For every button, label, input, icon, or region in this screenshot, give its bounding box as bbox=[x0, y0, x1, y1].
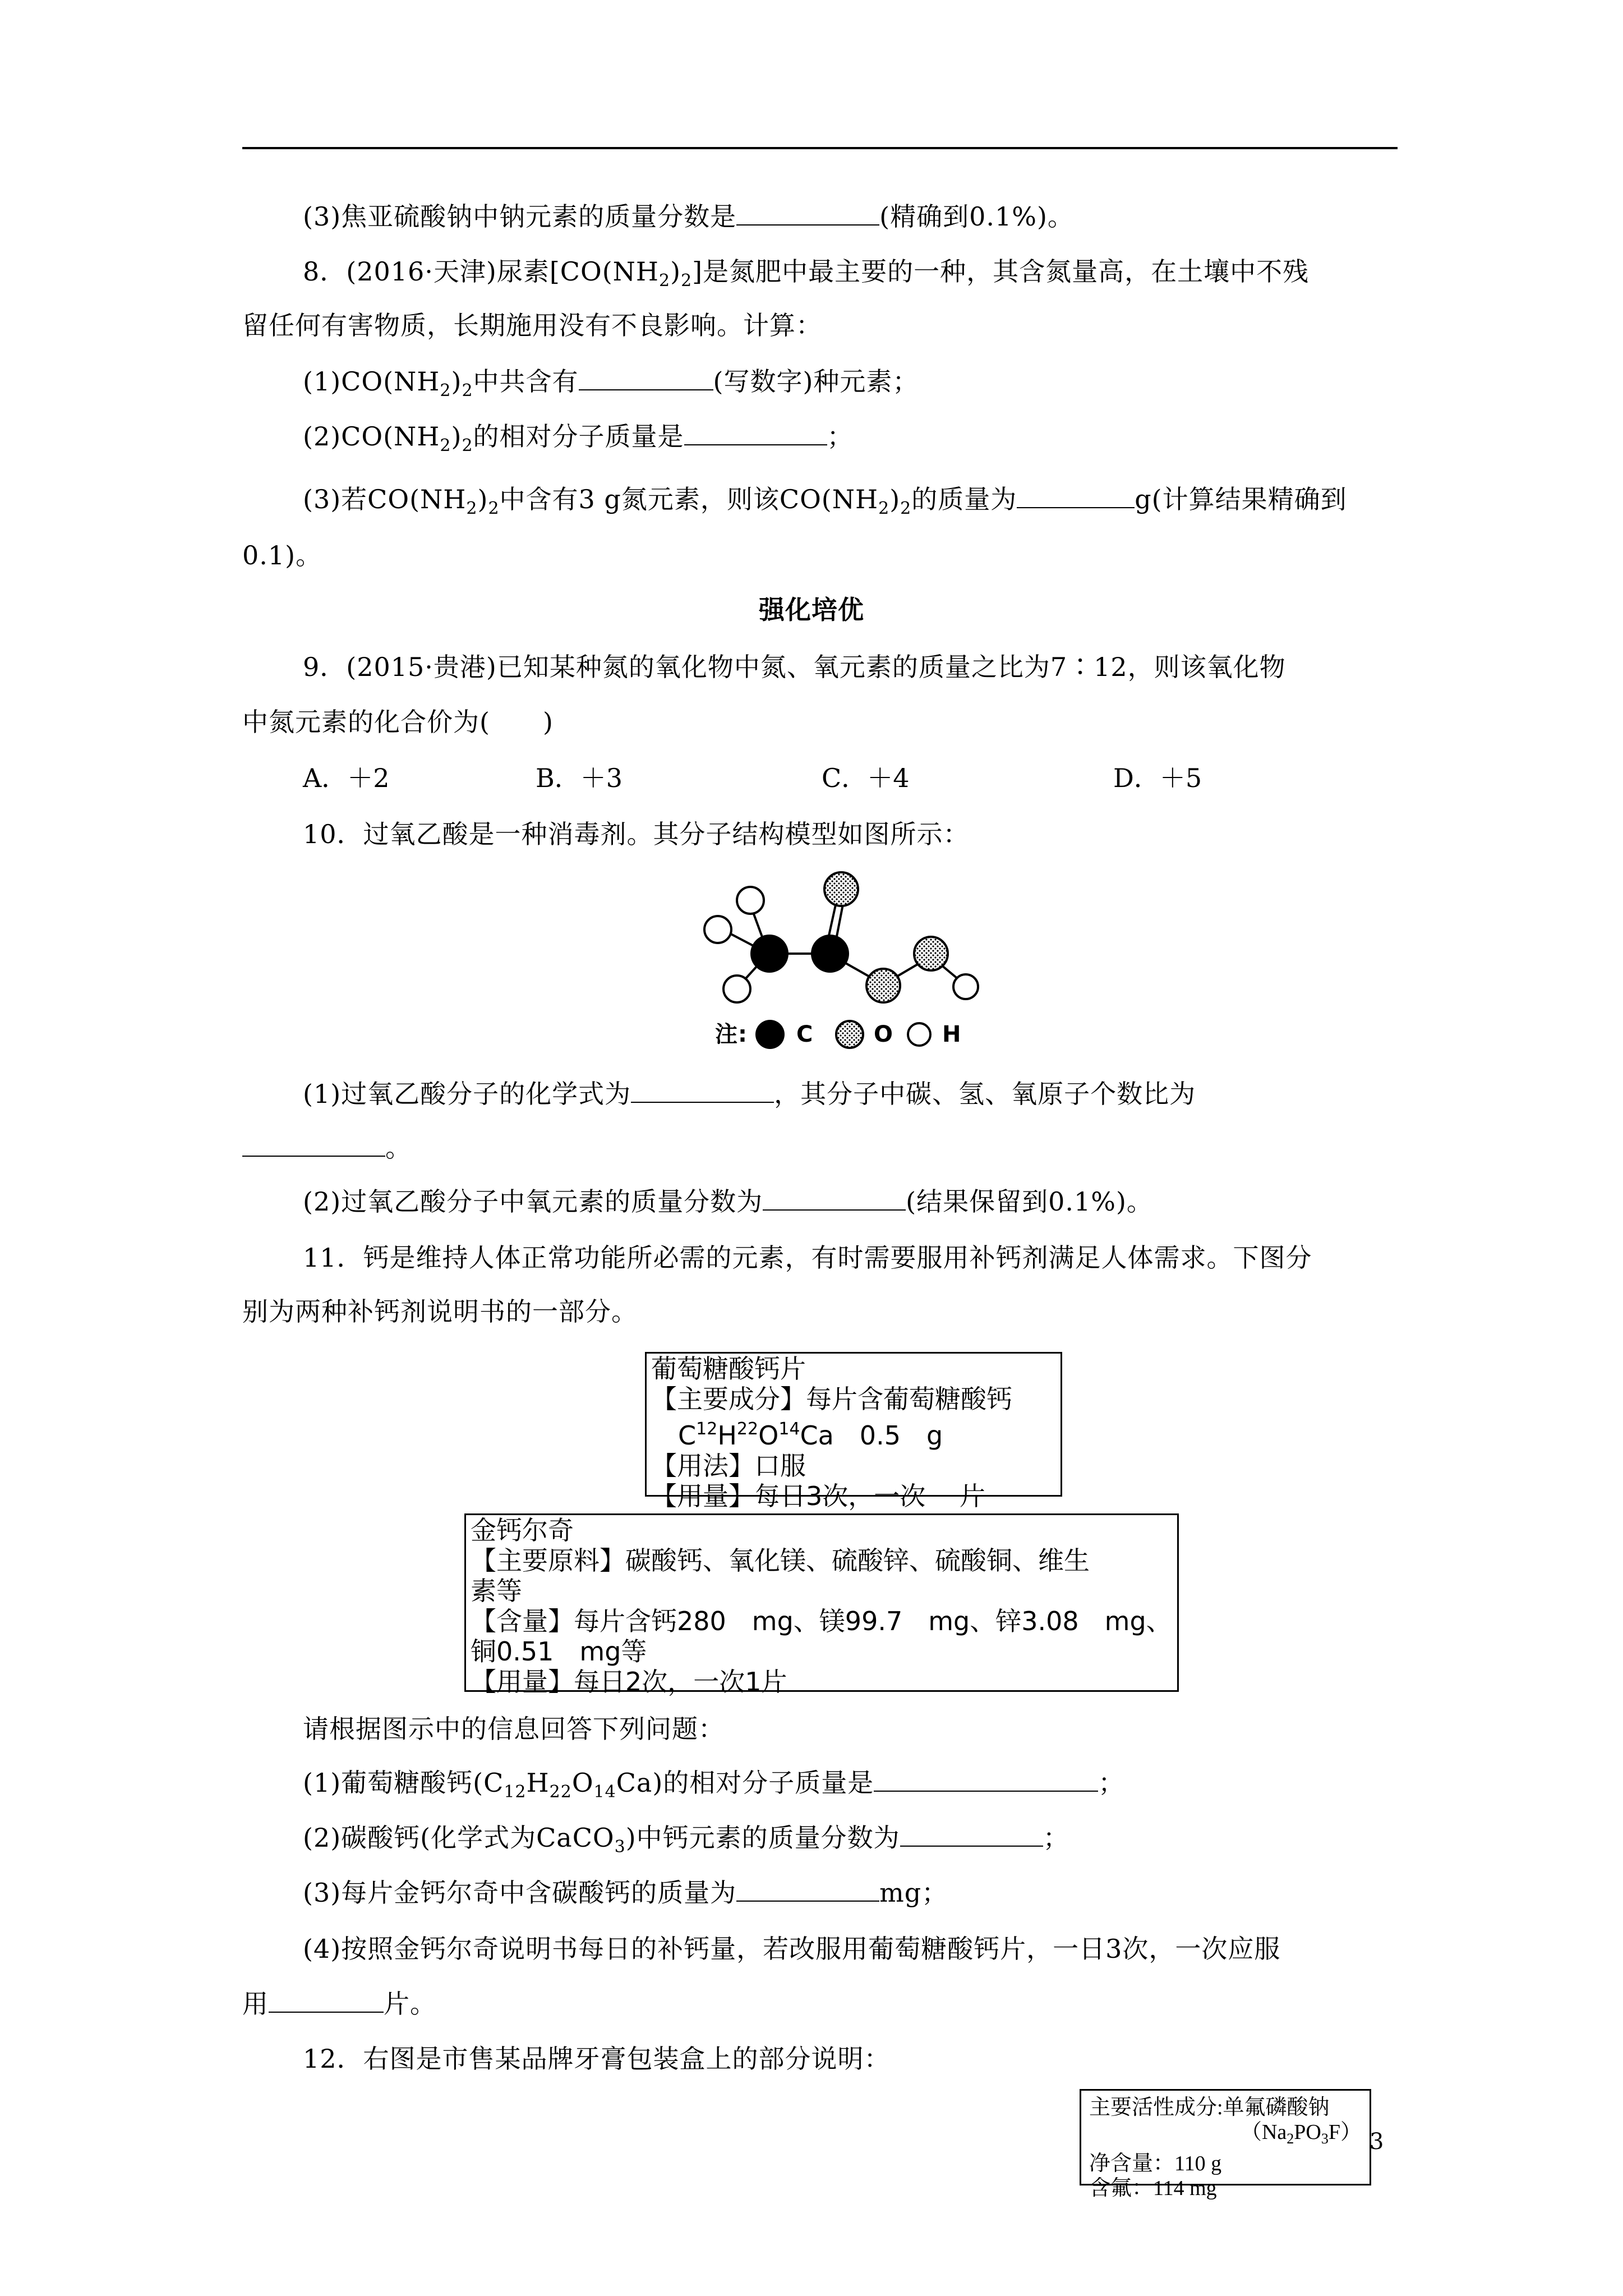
oxygen-atom bbox=[824, 872, 858, 906]
legend-c-label: C bbox=[796, 1022, 814, 1047]
subscript: 2 bbox=[462, 381, 473, 401]
subscript: 2 bbox=[488, 499, 500, 518]
q7-part3 bbox=[303, 199, 1074, 234]
page-number: 3 bbox=[1370, 2129, 1384, 2155]
box2-ingredients-cont: 素等 bbox=[471, 1576, 522, 1606]
q11-text: (2)碳酸钙(化学式为CaCO bbox=[303, 1823, 615, 1853]
q7-part3-text: (3)焦亚硫酸钠中钠元素的质量分数是 bbox=[303, 201, 737, 232]
q8-stem-line1 bbox=[303, 254, 1309, 299]
subscript: 12 bbox=[504, 1782, 527, 1802]
q10-text: (结果保留到0.1%)。 bbox=[906, 1186, 1153, 1217]
q10-part1-line2 bbox=[242, 1130, 412, 1166]
q8-text: ； bbox=[827, 421, 854, 452]
q8-text: ]是氮肥中最主要的一种，其含氮量高，在土壤中不残 bbox=[692, 256, 1310, 287]
q11-part4-line1: (4)按照金钙尔奇说明书每日的补钙量，若改服用葡萄糖酸钙片，一日3次，一次应服 bbox=[303, 1934, 1281, 1964]
q8-part3-line2: 0.1)。 bbox=[242, 540, 322, 570]
q11-text: H bbox=[526, 1768, 550, 1798]
q10-text: (2)过氧乙酸分子中氧元素的质量分数为 bbox=[303, 1186, 763, 1217]
q8-text: 8．(2016·天津)尿素[CO(NH bbox=[303, 256, 660, 287]
carbon-atom bbox=[811, 935, 849, 973]
answer-blank[interactable] bbox=[631, 1076, 774, 1103]
q8-text: 中共含有 bbox=[473, 366, 579, 397]
answer-blank[interactable] bbox=[1017, 481, 1135, 508]
subscript: 2 bbox=[681, 271, 693, 291]
answer-blank[interactable] bbox=[874, 1765, 1098, 1792]
q10-stem: 10．过氧乙酸是一种消毒剂。其分子结构模型如图所示： bbox=[303, 819, 970, 849]
hydrogen-atom bbox=[953, 974, 978, 999]
q11-text: ； bbox=[1043, 1823, 1069, 1853]
q9-option-d[interactable]: D．＋5 bbox=[1113, 763, 1202, 793]
oxygen-atom bbox=[914, 937, 948, 970]
box1-usage: 【用法】口服 bbox=[651, 1451, 806, 1481]
q8-text: (3)若CO(NH bbox=[303, 484, 467, 514]
carbon-legend-icon bbox=[755, 1020, 785, 1049]
box1-title: 葡萄糖酸钙片 bbox=[651, 1354, 806, 1384]
legend-h-label: H bbox=[942, 1022, 962, 1047]
q11-text: )中钙元素的质量分数为 bbox=[625, 1823, 900, 1853]
formula-part: （Na bbox=[1240, 2120, 1287, 2144]
box2-title: 金钙尔奇 bbox=[471, 1515, 574, 1545]
q8-text: 的相对分子质量是 bbox=[473, 421, 684, 452]
q10-part1 bbox=[303, 1076, 1196, 1112]
formula-part: O bbox=[758, 1420, 779, 1451]
formula-part: F） bbox=[1328, 2120, 1362, 2144]
answer-blank[interactable] bbox=[900, 1820, 1043, 1847]
toothpaste-formula bbox=[1089, 2120, 1362, 2151]
formula-part: PO bbox=[1294, 2120, 1321, 2144]
q11-part2 bbox=[303, 1820, 1069, 1865]
subscript: 2 bbox=[878, 499, 890, 518]
subscript: 2 bbox=[466, 499, 478, 518]
q12-stem: 12．右图是市售某品牌牙膏包装盒上的部分说明： bbox=[303, 2044, 891, 2074]
q10-text: (1)过氧乙酸分子的化学式为 bbox=[303, 1079, 631, 1109]
answer-blank[interactable] bbox=[242, 1130, 385, 1157]
toothpaste-label-box bbox=[1080, 2089, 1371, 2200]
toothpaste-fluoride: 含氟：114 mg bbox=[1089, 2177, 1217, 2200]
q11-text: 片。 bbox=[384, 1989, 436, 2019]
formula-index: 22 bbox=[736, 1419, 759, 1439]
q8-part2: $(2)CO(NH_2)_2$的相对分子质量是 ； bbox=[303, 418, 854, 464]
q8-stem-line2: 留任何有害物质，长期施用没有不良影响。计算： bbox=[242, 310, 822, 341]
oxygen-legend-icon bbox=[836, 1021, 863, 1048]
subscript: 3 bbox=[614, 1837, 626, 1857]
subscript: 22 bbox=[549, 1782, 572, 1802]
q8-text: (写数字)种元素； bbox=[713, 366, 919, 397]
subscript: 2 bbox=[900, 499, 912, 518]
hydrogen-atom bbox=[737, 887, 764, 914]
q11-part4-line2 bbox=[242, 1986, 436, 2022]
hydrogen-atom bbox=[704, 916, 731, 943]
jingaierqi-label-box bbox=[464, 1513, 1179, 1697]
subscript: 2 bbox=[659, 271, 671, 291]
q8-text: g(计算结果精确到 bbox=[1135, 484, 1347, 514]
formula-index: 14 bbox=[778, 1419, 800, 1439]
box1-ingredients: 【主要成分】每片含葡萄糖酸钙 bbox=[651, 1384, 1012, 1414]
q11-stem-line1: 11．钙是维持人体正常功能所必需的元素，有时需要服用补钙剂满足人体需求。下图分 bbox=[303, 1243, 1312, 1273]
calcium-gluconate-label-box bbox=[645, 1352, 1062, 1511]
box2-ingredients: 【主要原料】碳酸钙、氧化镁、硫酸锌、硫酸铜、维生 bbox=[471, 1545, 1090, 1576]
q8-part3: (3)若$CO(NH_2)_2$中含有3 g氮元素，则该$CO(NH_2)_2$的质量为 g(计算结果精确到 bbox=[303, 481, 1347, 527]
q11-part3 bbox=[303, 1875, 948, 1911]
answer-blank[interactable] bbox=[579, 364, 713, 390]
q8-text: (1)CO(NH bbox=[303, 366, 440, 397]
legend-o-label: O bbox=[874, 1022, 894, 1047]
section-title: 强化培优 bbox=[759, 595, 864, 625]
subscript: 3 bbox=[1321, 2131, 1329, 2147]
answer-blank[interactable] bbox=[736, 199, 879, 226]
q10-text: ，其分子中碳、氢、氧原子个数比为 bbox=[774, 1079, 1196, 1109]
box1-formula bbox=[651, 1414, 1056, 1451]
answer-blank[interactable] bbox=[736, 1875, 879, 1902]
subscript: 2 bbox=[440, 436, 451, 455]
q9-option-b[interactable]: B．＋3 bbox=[536, 763, 623, 793]
q11-text: 用 bbox=[242, 1989, 269, 2019]
box1-dosage: 【用量】每日3次，一次 片 bbox=[651, 1481, 985, 1511]
hydrogen-legend-icon bbox=[908, 1023, 930, 1046]
q7-part3-suffix: (精确到0.1%)。 bbox=[879, 201, 1074, 232]
box2-content-cont: 铜0.51 mg等 bbox=[471, 1636, 647, 1667]
subscript: 14 bbox=[593, 1782, 616, 1802]
q11-text: mg； bbox=[879, 1878, 948, 1908]
subscript: 2 bbox=[1287, 2131, 1294, 2147]
q8-text: (2)CO(NH bbox=[303, 421, 440, 452]
q11-text: ； bbox=[1098, 1768, 1125, 1798]
q9-option-a[interactable]: A．＋2 bbox=[303, 763, 390, 793]
q11-prompt: 请根据图示中的信息回答下列问题： bbox=[303, 1714, 725, 1744]
q11-stem-line2: 别为两种补钙剂说明书的一部分。 bbox=[242, 1296, 638, 1327]
q9-stem-line2: 中氮元素的化合价为( ) bbox=[242, 707, 554, 737]
subscript: 2 bbox=[462, 436, 473, 455]
formula-part: H bbox=[717, 1420, 737, 1451]
q8-text: ) bbox=[670, 256, 681, 287]
diagram-legend bbox=[715, 1016, 748, 1052]
formula-index: 12 bbox=[696, 1419, 718, 1439]
legend-prefix: 注: bbox=[715, 1022, 748, 1047]
hydrogen-atom bbox=[723, 976, 750, 1002]
toothpaste-net-content: 净含量：110 g bbox=[1089, 2152, 1222, 2175]
q8-text: 中含有3 g氮元素，则该CO(NH bbox=[499, 484, 879, 514]
toothpaste-ingredient: 主要活性成分:单氟磷酸钠 bbox=[1089, 2096, 1330, 2119]
q11-text: (3)每片金钙尔奇中含碳酸钙的质量为 bbox=[303, 1878, 737, 1908]
formula-part: C bbox=[678, 1420, 697, 1451]
box2-dosage: 【用量】每日2次，一次1片 bbox=[471, 1667, 787, 1697]
oxygen-atom bbox=[866, 969, 900, 1002]
answer-blank[interactable] bbox=[684, 418, 827, 445]
carbon-atom bbox=[750, 935, 789, 973]
q11-text: Ca)的相对分子质量是 bbox=[616, 1768, 874, 1798]
q8-text: 的质量为 bbox=[911, 484, 1017, 514]
q8-part1: $(1)CO(NH_2)_2$中共含有 (写数字)种元素； bbox=[303, 364, 919, 409]
answer-blank[interactable] bbox=[763, 1184, 906, 1211]
q10-part2 bbox=[303, 1184, 1153, 1220]
header-rule bbox=[242, 147, 1398, 149]
q11-text: O bbox=[571, 1768, 594, 1798]
q11-part1 bbox=[303, 1765, 1124, 1810]
box2-content: 【含量】每片含钙280 mg、镁99.7 mg、锌3.08 mg、 bbox=[471, 1606, 1172, 1636]
answer-blank[interactable] bbox=[269, 1986, 384, 2013]
q11-text: (1)葡萄糖酸钙(C bbox=[303, 1768, 504, 1798]
q10-text: 。 bbox=[385, 1133, 412, 1163]
q9-option-c[interactable]: C．＋4 bbox=[822, 763, 910, 793]
subscript: 2 bbox=[440, 381, 451, 401]
formula-part: Ca 0.5 g bbox=[800, 1420, 943, 1451]
q9-stem-line1: 9．(2015·贵港)已知某种氮的氧化物中氮、氧元素的质量之比为7∶12，则该氧化物 bbox=[303, 652, 1286, 682]
